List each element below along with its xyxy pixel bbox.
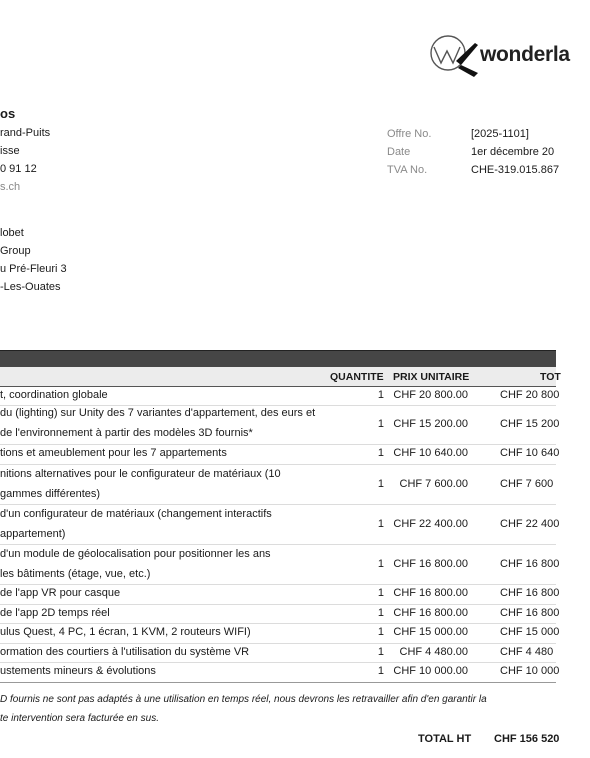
row-unit-price: CHF 16 800.00 [393,558,468,570]
row-description: ulus Quest, 4 PC, 1 écran, 1 KVM, 2 routeurs WIFI) [0,626,251,638]
row-description: de l'app VR pour casque [0,587,121,599]
sender-website: s.ch [0,181,21,193]
table-row [0,544,560,585]
date-value: 1er décembre 20 [471,146,555,158]
table-row [0,662,560,683]
footnote-line: D fournis ne sont pas adaptés à une utilisation en temps réel, nous devrons les retravailler afin d'en garantir la [0,694,487,705]
row-unit-price: CHF 4 480.00 [399,646,468,658]
row-description: t, coordination globale [0,389,108,401]
total-ht-value: CHF 156 520 [494,733,560,745]
row-quantity: 1 [377,447,384,459]
row-quantity: 1 [377,478,384,490]
vat-number-label: TVA No. [387,164,428,176]
row-total: CHF 10 640 [500,447,560,459]
date-label: Date [387,146,411,158]
offer-number-label: Offre No. [387,128,432,140]
table-row [0,643,556,663]
row-quantity: 1 [377,626,384,638]
row-description: ormation des courtiers à l'utilisation du système VR [0,646,250,658]
row-total: CHF 10 000 [500,665,560,677]
row-unit-price: CHF 15 200.00 [393,418,468,430]
row-unit-price: CHF 10 000.00 [393,665,468,677]
offer-number-value: [2025-1101] [471,128,529,140]
row-quantity: 1 [377,587,384,599]
table-row [0,464,556,505]
sender-name: os [0,106,16,121]
row-description: de l'app 2D temps réel [0,607,110,619]
client-contact: lobet [0,227,24,239]
logo-mark-icon [428,33,480,77]
row-unit-price: CHF 10 640.00 [393,447,468,459]
row-description: d'un module de géolocalisation pour positionner les ans les bâtiments (étage, vue, etc.) [0,548,271,580]
row-total: CHF 22 400 [500,518,560,530]
table-row [0,584,560,605]
row-total: CHF 7 600 [500,478,554,490]
row-total: CHF 15 000 [500,626,560,638]
sender-address-line: isse [0,145,20,157]
vat-number-value: CHE-319.015.867 [471,164,560,176]
row-description: du (lighting) sur Unity des 7 variantes d'appartement, des eurs et de l'environnement à partir des modèles 3D fournis* [0,407,316,439]
client-address-line: u Pré-Fleuri 3 [0,263,67,275]
table-row [0,444,560,465]
row-description: nitions alternatives pour le configurateur de matériaux (10 gammes différentes) [0,468,281,500]
sender-phone: 0 91 12 [0,163,37,175]
client-address-line: -Les-Ouates [0,281,61,293]
column-header-unit-price: PRIX UNITAIRE [393,371,470,383]
footnote-line: te intervention sera facturée en sus. [0,713,159,724]
sender-address-line: rand-Puits [0,127,51,139]
row-quantity: 1 [377,646,384,658]
client-company: Group [0,245,31,257]
row-unit-price: CHF 15 000.00 [393,626,468,638]
row-description: ustements mineurs & évolutions [0,665,156,677]
logo-wordmark: wonderla [480,43,570,66]
row-total: CHF 16 800 [500,607,560,619]
row-unit-price: CHF 16 800.00 [393,587,468,599]
row-description: tions et ameublement pour les 7 appartements [0,447,227,459]
column-header-total: TOT [540,371,561,383]
row-unit-price: CHF 22 400.00 [393,518,468,530]
row-description: d'un configurateur de matériaux (changement interactifs appartement) [0,508,272,540]
row-quantity: 1 [377,389,384,401]
row-unit-price: CHF 16 800.00 [393,607,468,619]
company-logo [428,33,568,77]
total-ht-label: TOTAL HT [418,733,472,745]
row-quantity: 1 [377,418,384,430]
row-total: CHF 16 800 [500,558,560,570]
row-unit-price: CHF 20 800.00 [393,389,468,401]
row-unit-price: CHF 7 600.00 [399,478,468,490]
column-header-quantity: QUANTITE [330,371,384,383]
row-quantity: 1 [377,607,384,619]
row-quantity: 1 [377,665,384,677]
table-row [0,604,560,624]
row-total: CHF 15 200 [500,418,560,430]
table-row [0,405,560,445]
row-total: CHF 20 800 [500,389,560,401]
row-total: CHF 4 480 [500,646,554,658]
row-quantity: 1 [377,518,384,530]
table-row [0,504,560,545]
table-column-header-row [0,367,556,387]
table-header-bar [0,350,556,368]
row-total: CHF 16 800 [500,587,560,599]
table-row [0,623,560,644]
row-quantity: 1 [377,558,384,570]
